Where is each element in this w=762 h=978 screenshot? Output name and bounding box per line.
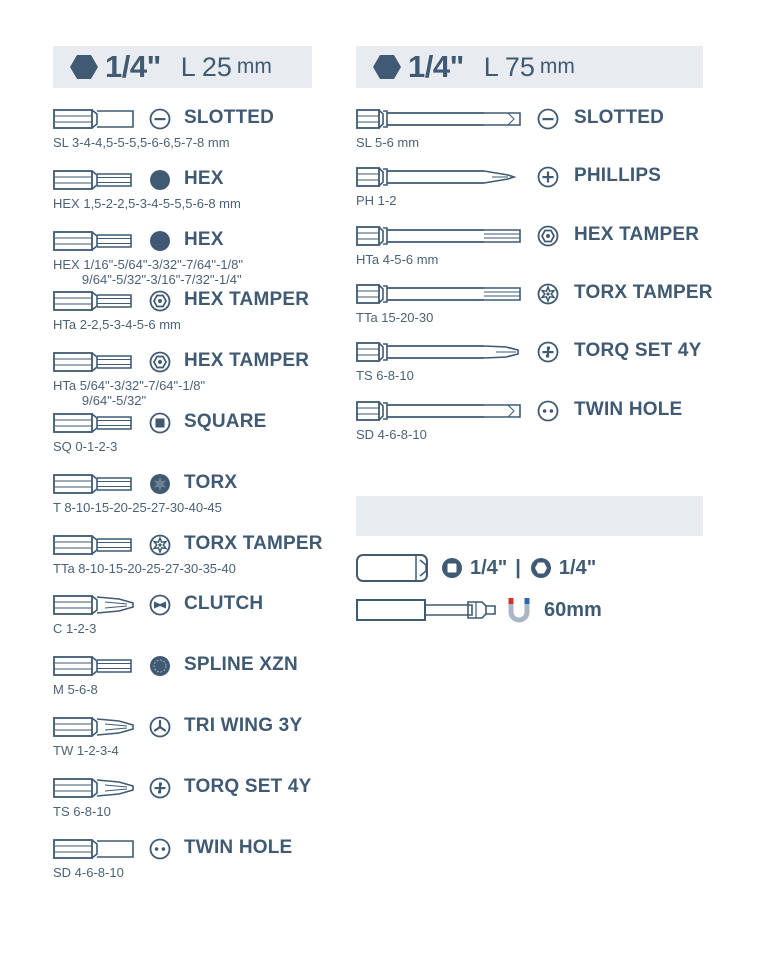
bit-item: [356, 282, 711, 342]
spline-icon: [149, 655, 171, 677]
holder-length: 60: [544, 598, 567, 621]
bit-sizes: SQ 0-1-2-3: [53, 439, 118, 454]
bit-type-name: SPLINE XZN: [184, 654, 298, 676]
magnet-icon: [506, 596, 532, 624]
twin-hole-icon: [537, 400, 559, 422]
hex-drive-icon: [529, 556, 553, 580]
bit-type-name: CLUTCH: [184, 593, 264, 615]
socket-adapter-row: [356, 553, 596, 583]
panel-unit: mm: [539, 55, 575, 78]
bit-image: [53, 107, 135, 131]
bit-sizes: TTa 15-20-30: [356, 309, 434, 325]
bit-image: [53, 350, 135, 374]
bit-sizes: M 5-6-8: [53, 682, 98, 698]
bit-sizes: TS 6-8-10: [53, 803, 111, 819]
bit-image: [53, 837, 135, 861]
hex-tamper-icon: [537, 225, 559, 247]
bit-type-name: HEX TAMPER: [184, 289, 310, 311]
panel-size: 1/4": [408, 49, 464, 84]
torx-icon: [149, 473, 171, 495]
square-icon: [149, 412, 171, 434]
bit-sizes: HTa 4-5-6 mm: [356, 251, 439, 267]
bit-sizes: SD 4-6-8-10: [356, 426, 427, 442]
bit-image: [53, 593, 135, 617]
bit-type-name: TRI WING 3Y: [184, 715, 303, 736]
bit-item: [53, 411, 333, 471]
bit-type-name: TWIN HOLE: [574, 398, 683, 420]
bit-sizes: SL 3-4-4,5-5-5,5-6-6,5-7-8 mm: [53, 135, 230, 150]
panel-length: 75: [504, 51, 535, 82]
square-drive-icon: [440, 556, 464, 580]
bit-item: [53, 533, 333, 593]
bit-type-name: HEX TAMPER: [574, 223, 700, 245]
tri-wing-icon: [149, 716, 171, 738]
bit-sizes: HEX 1/16"-5/64"-3/32"-7/64"-1/8" 9/64"-5/32"-3/16"-7/32"-1/4": [53, 256, 244, 287]
bit-item: [53, 289, 333, 349]
panel-length-prefix: L: [180, 51, 196, 82]
hex-tamper-icon: [149, 351, 171, 373]
bit-item: [53, 593, 333, 653]
holder-unit: mm: [566, 598, 602, 621]
bit-image: [53, 289, 135, 313]
panel-length: 25: [201, 51, 232, 82]
bit-image: [356, 107, 522, 131]
panel-length-prefix: L: [483, 51, 499, 82]
bit-sizes: HTa 5/64"-3/32"-7/64"-1/8" 9/64"-5/32": [53, 378, 206, 409]
bit-item: [53, 776, 333, 836]
bit-image: [53, 776, 135, 800]
bit-sizes: TS 6-8-10: [356, 368, 414, 384]
bit-image: [53, 411, 135, 435]
bit-sizes: C 1-2-3: [53, 621, 97, 637]
hex-tamper-icon: [149, 290, 171, 312]
hex-icon: [149, 230, 171, 252]
bit-item: [356, 340, 711, 400]
bit-type-name: SQUARE: [184, 411, 267, 432]
bit-item: [356, 399, 711, 459]
hex-icon: [149, 169, 171, 191]
slotted-icon: [537, 108, 559, 130]
bit-sizes: T 8-10-15-20-25-27-30-40-45: [53, 499, 222, 515]
bit-image: [53, 715, 135, 739]
adapter-left-size: 1/4": [470, 556, 508, 579]
bit-sizes: HTa 2-2,5-3-4-5-6 mm: [53, 317, 181, 333]
bit-image: [356, 399, 522, 423]
socket-adapter-image: [356, 553, 432, 583]
bit-type-name: TORX: [184, 471, 238, 493]
bit-type-name: SLOTTED: [184, 107, 275, 128]
bit-item: [53, 715, 333, 775]
bit-image: [53, 229, 135, 253]
adapter-right-size: 1/4": [558, 556, 597, 579]
right-panel-header: [356, 46, 703, 88]
bit-type-name: HEX TAMPER: [184, 350, 310, 372]
slotted-icon: [149, 108, 171, 130]
accessories-header: [356, 496, 703, 536]
hexagon-icon: [372, 54, 402, 80]
phillips-icon: [537, 166, 559, 188]
bit-type-name: HEX: [184, 228, 224, 250]
bit-type-name: TORX TAMPER: [574, 281, 713, 303]
bit-item: [53, 654, 333, 714]
torx-tamper-icon: [537, 283, 559, 305]
bit-type-name: TWIN HOLE: [184, 836, 293, 858]
bit-image: [53, 168, 135, 192]
bit-item: [53, 472, 333, 532]
bit-type-name: TORQ SET 4Y: [574, 340, 702, 362]
bit-holder-row: [356, 596, 602, 624]
bit-sizes: HEX 1,5-2-2,5-3-4-5-5,5-6-8 mm: [53, 195, 241, 211]
twin-hole-icon: [149, 838, 171, 860]
panel-size: 1/4": [105, 49, 161, 84]
bit-item: [53, 837, 333, 897]
hexagon-icon: [69, 54, 99, 80]
bit-type-name: TORQ SET 4Y: [184, 775, 312, 797]
torq-set-icon: [149, 777, 171, 799]
bit-image: [356, 165, 522, 189]
bit-sizes: SL 5-6 mm: [356, 135, 420, 150]
bit-item: [53, 350, 333, 410]
bit-type-name: TORX TAMPER: [184, 532, 323, 554]
torx-tamper-icon: [149, 534, 171, 556]
adapter-separator: |: [515, 556, 521, 579]
clutch-icon: [149, 594, 171, 616]
bit-sizes: SD 4-6-8-10: [53, 864, 124, 880]
bit-type-name: PHILLIPS: [574, 165, 662, 187]
bit-holder-image: [356, 597, 498, 623]
bit-sizes: TTa 8-10-15-20-25-27-30-35-40: [53, 560, 236, 576]
bit-item: [356, 107, 711, 167]
left-panel-header: [53, 46, 312, 88]
torq-set-icon: [537, 341, 559, 363]
bit-image: [53, 654, 135, 678]
bit-item: [53, 168, 333, 228]
panel-unit: mm: [236, 55, 272, 78]
bit-image: [53, 533, 135, 557]
bit-item: [356, 165, 711, 225]
bit-sizes: TW 1-2-3-4: [53, 743, 119, 758]
bit-item: [53, 107, 333, 167]
bit-item: [356, 224, 711, 284]
bit-image: [356, 340, 522, 364]
bit-item: [53, 229, 333, 289]
bit-type-name: SLOTTED: [574, 107, 665, 128]
bit-image: [356, 224, 522, 248]
bit-type-name: HEX: [184, 167, 224, 189]
bit-sizes: PH 1-2: [356, 193, 397, 209]
bit-image: [356, 282, 522, 306]
bit-image: [53, 472, 135, 496]
